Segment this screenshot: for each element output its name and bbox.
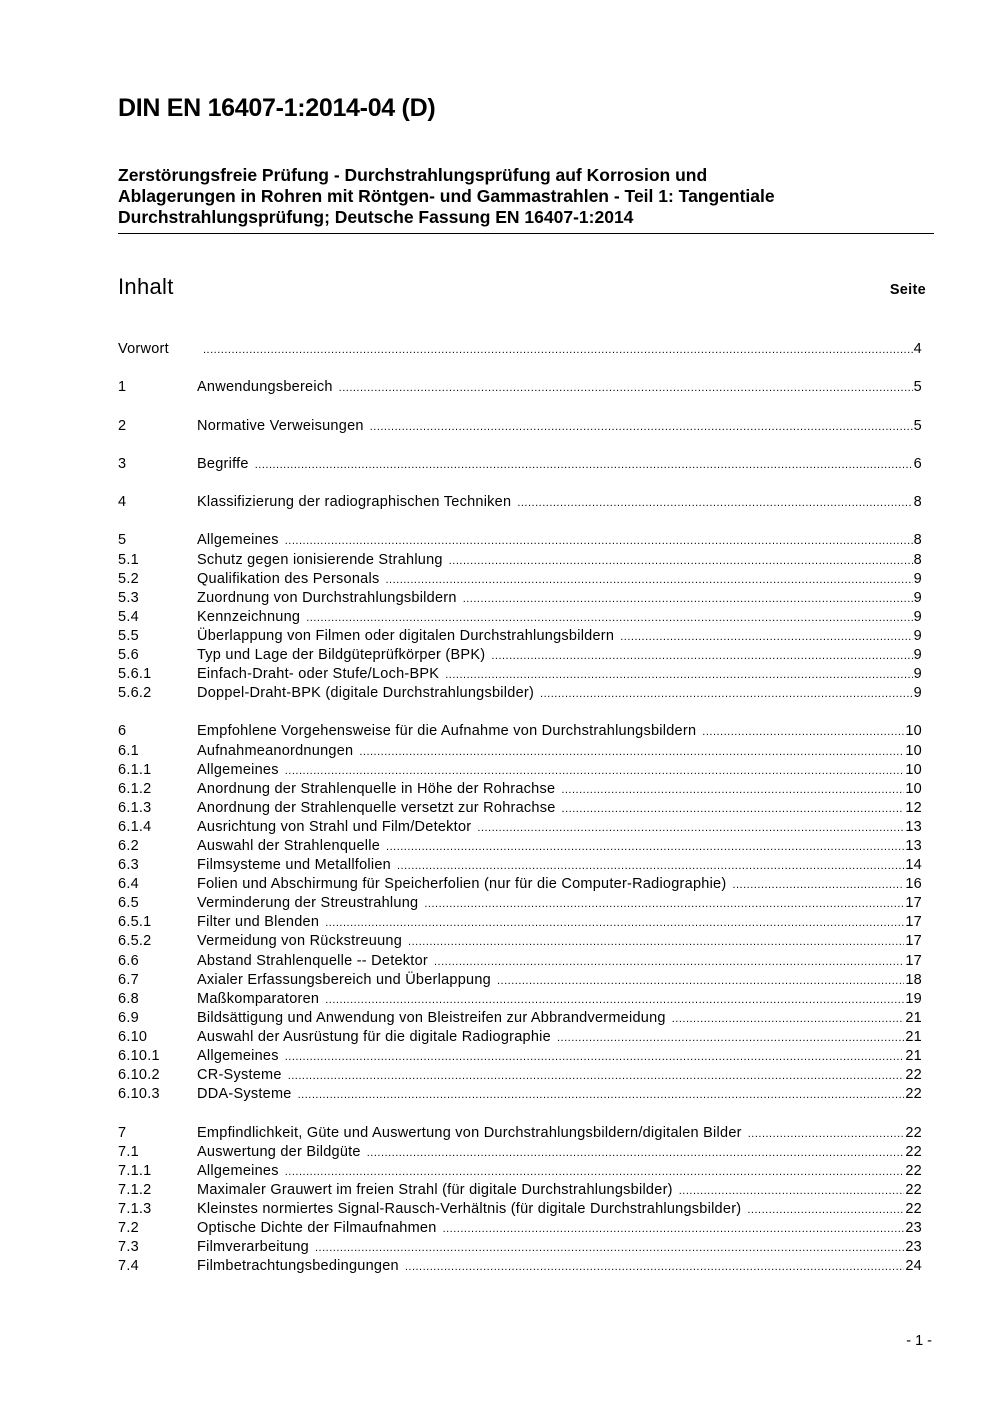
toc-entry-page: 22: [905, 1143, 922, 1160]
toc-entry[interactable]: [118, 952, 922, 971]
toc-entry[interactable]: [118, 742, 922, 761]
toc-entry-page: 22: [905, 1067, 922, 1084]
toc-entry-page: 5: [913, 417, 922, 434]
toc-dot-leader: [339, 379, 913, 398]
toc-entry-page: 9: [913, 685, 922, 702]
toc-group: [118, 722, 922, 1104]
toc-entry[interactable]: [118, 875, 922, 894]
toc-entry-page: 17: [905, 895, 922, 912]
toc-entry-number: 7.1.2: [118, 1181, 152, 1198]
toc-entry[interactable]: [118, 780, 922, 799]
toc-entry-title: CR-Systeme: [197, 1067, 282, 1084]
toc-group: [118, 378, 922, 397]
toc-entry-page: 16: [905, 876, 922, 893]
toc-entry-number: 6.1.3: [118, 799, 152, 816]
toc-group: [118, 340, 922, 359]
toc-dot-leader: [491, 647, 912, 666]
toc-entry-title: Filmsysteme und Metallfolien: [197, 857, 391, 874]
toc-entry-title: Auswahl der Strahlenquelle: [197, 838, 381, 854]
toc-dot-leader: [298, 1086, 905, 1105]
toc-entry-number: 6.5.1: [118, 914, 152, 931]
toc-entry[interactable]: [118, 665, 922, 684]
toc-entry-number: 5.6.1: [118, 666, 152, 683]
toc-entry-number: 5.5: [118, 627, 139, 644]
toc-dot-leader: [672, 1010, 905, 1029]
page-number: - 1 -: [906, 1333, 932, 1349]
toc-entry-number: 7.1.3: [118, 1200, 152, 1217]
toc-entry-title: Maximaler Grauwert im freien Strahl (für digitale Durchstrahlungsbilder): [197, 1181, 673, 1198]
toc-dot-leader: [408, 933, 904, 952]
toc-entry-title: Maßkomparatoren: [197, 990, 320, 1007]
toc-entry[interactable]: [118, 1181, 922, 1200]
toc-entry-page: 24: [905, 1258, 922, 1275]
toc-dot-leader: [367, 1144, 905, 1163]
toc-entry-page: 5: [913, 379, 922, 396]
toc-entry[interactable]: [118, 1143, 922, 1162]
toc-entry-number: 5.4: [118, 608, 139, 625]
toc-entry-page: 23: [905, 1239, 922, 1256]
toc-entry[interactable]: [118, 971, 922, 990]
toc-entry-page: 22: [905, 1200, 922, 1217]
toc-entry-title: Allgemeines: [197, 1048, 279, 1065]
toc-dot-leader: [443, 1220, 905, 1239]
toc-dot-leader: [445, 666, 912, 685]
toc-dot-leader: [315, 1239, 904, 1258]
toc-dot-leader: [325, 914, 904, 933]
toc-entry-title: Kennzeichnung: [197, 608, 301, 625]
toc-entry-number: 5.3: [118, 589, 139, 606]
toc-entry-number: 6.6: [118, 952, 139, 969]
toc-dot-leader: [203, 341, 913, 360]
toc-entry-page: 22: [905, 1124, 922, 1141]
toc-entry-title: Allgemeines: [197, 532, 279, 549]
toc-entry-title: Allgemeines: [197, 1162, 279, 1179]
toc-dot-leader: [370, 418, 913, 437]
toc-entry-number: 6.10.2: [118, 1067, 160, 1084]
toc-entry[interactable]: [118, 761, 922, 780]
toc-entry[interactable]: [118, 1009, 922, 1028]
toc-entry-page: 13: [905, 818, 922, 835]
toc-entry-page: 6: [913, 455, 922, 472]
toc-entry[interactable]: [118, 990, 922, 1009]
toc-entry-title: Empfindlichkeit, Güte und Auswertung von Durchstrahlungsbildern/digitalen Bilder: [197, 1124, 742, 1141]
table-of-contents: [118, 340, 922, 1295]
toc-entry[interactable]: [118, 856, 922, 875]
toc-dot-leader: [386, 838, 904, 857]
toc-dot-leader: [747, 1201, 904, 1220]
toc-entry-title: Auswahl der Ausrüstung für die digitale Radiographie: [197, 1028, 551, 1045]
toc-dot-leader: [620, 628, 912, 647]
toc-entry-title: Filter und Blenden: [197, 914, 320, 931]
toc-entry-title: Abstand Strahlenquelle -- Detektor: [197, 952, 428, 969]
toc-dot-leader: [449, 552, 913, 571]
toc-entry-number: 4: [118, 494, 127, 511]
toc-entry[interactable]: [118, 570, 922, 589]
toc-entry[interactable]: [118, 646, 922, 665]
toc-entry[interactable]: [118, 589, 922, 608]
toc-entry[interactable]: [118, 627, 922, 646]
toc-entry-page: 10: [905, 723, 922, 740]
subtitle-line: Zerstörungsfreie Prüfung - Durchstrahlungsprüfung auf Korrosion und: [118, 165, 708, 185]
toc-entry-title: Empfohlene Vorgehensweise für die Aufnahme von Durchstrahlungsbildern: [197, 723, 697, 740]
toc-entry-page: 17: [905, 914, 922, 931]
toc-entry-title: Kleinstes normiertes Signal-Rausch-Verhältnis (für digitale Durchstrahlungsbilder): [197, 1200, 742, 1217]
toc-entry-number: 5.2: [118, 570, 139, 587]
toc-entry-page: 21: [905, 1009, 922, 1026]
toc-entry-page: 21: [905, 1048, 922, 1065]
toc-dot-leader: [359, 743, 904, 762]
toc-entry-page: 9: [913, 570, 922, 587]
toc-entry-title: Anordnung der Strahlenquelle in Höhe der Rohrachse: [197, 780, 556, 797]
toc-entry-number: 7: [118, 1124, 127, 1141]
toc-dot-leader: [285, 1163, 905, 1182]
toc-entry-title: Anwendungsbereich: [197, 379, 333, 396]
toc-entry-number: 5.6.2: [118, 685, 152, 702]
toc-entry[interactable]: [118, 455, 922, 474]
toc-entry-page: 22: [905, 1086, 922, 1103]
toc-entry-title: Normative Verweisungen: [197, 417, 364, 434]
toc-dot-leader: [306, 609, 912, 628]
toc-entry-title: Verminderung der Streustrahlung: [197, 895, 419, 912]
toc-entry-page: 21: [905, 1028, 922, 1045]
toc-entry-page: 9: [913, 627, 922, 644]
toc-entry-number: 6.2: [118, 838, 139, 854]
toc-entry[interactable]: [118, 1124, 922, 1143]
toc-entry-page: 8: [913, 551, 922, 568]
toc-entry[interactable]: [118, 1219, 922, 1238]
page-column-label: Seite: [889, 282, 926, 298]
toc-group: [118, 531, 922, 703]
toc-entry-number: 6.10.3: [118, 1086, 160, 1103]
toc-entry-title: Allgemeines: [197, 761, 279, 778]
toc-entry-page: 22: [905, 1181, 922, 1198]
toc-entry-number: 7.4: [118, 1258, 139, 1275]
toc-entry-title: Anordnung der Strahlenquelle versetzt zur Rohrachse: [197, 799, 556, 816]
toc-entry-page: 9: [913, 589, 922, 606]
toc-entry-title: Überlappung von Filmen oder digitalen Durchstrahlungsbildern: [197, 627, 615, 644]
toc-entry-page: 8: [913, 494, 922, 511]
toc-entry-title: Filmverarbeitung: [197, 1239, 309, 1256]
toc-entry-number: 2: [118, 417, 127, 434]
toc-entry[interactable]: [118, 799, 922, 818]
toc-entry[interactable]: [118, 913, 922, 932]
toc-entry-number: 5.1: [118, 551, 139, 568]
toc-dot-leader: [477, 819, 904, 838]
subtitle-line: Ablagerungen in Rohren mit Röntgen- und Gammastrahlen - Teil 1: Tangentiale: [118, 186, 775, 206]
title-divider: [118, 233, 934, 234]
toc-entry[interactable]: [118, 932, 922, 951]
toc-dot-leader: [540, 685, 913, 704]
toc-entry-title: Optische Dichte der Filmaufnahmen: [197, 1219, 437, 1236]
toc-dot-leader: [748, 1125, 905, 1144]
toc-entry[interactable]: [118, 894, 922, 913]
toc-dot-leader: [385, 571, 912, 590]
toc-entry-title: Begriffe: [197, 455, 249, 472]
toc-entry-title: Typ und Lage der Bildgüteprüfkörper (BPK): [197, 646, 486, 663]
toc-dot-leader: [285, 532, 913, 551]
toc-entry[interactable]: [118, 1066, 922, 1085]
toc-dot-leader: [561, 781, 904, 800]
toc-entry[interactable]: [118, 818, 922, 837]
toc-entry-number: Vorwort: [118, 341, 169, 357]
toc-group: [118, 417, 922, 436]
toc-entry-page: 14: [905, 857, 922, 874]
toc-entry-page: 23: [905, 1219, 922, 1236]
toc-entry-page: 4: [913, 341, 922, 357]
toc-dot-leader: [325, 991, 904, 1010]
toc-entry-title: Doppel-Draht-BPK (digitale Durchstrahlungsbilder): [197, 685, 535, 702]
toc-entry-number: 6.10.1: [118, 1048, 160, 1065]
toc-entry-number: 6.1.4: [118, 818, 152, 835]
toc-entry[interactable]: [118, 551, 922, 570]
toc-entry-page: 13: [905, 838, 922, 854]
document-subtitle: [118, 165, 933, 228]
toc-entry-number: 6.3: [118, 857, 139, 874]
toc-entry-number: 7.1: [118, 1143, 139, 1160]
toc-entry[interactable]: [118, 1085, 922, 1104]
toc-entry-number: 6.5: [118, 895, 139, 912]
toc-entry-number: 7.2: [118, 1219, 139, 1236]
toc-entry-title: Vermeidung von Rückstreuung: [197, 933, 403, 950]
subtitle-line: Durchstrahlungsprüfung; Deutsche Fassung EN 16407-1:2014: [118, 207, 634, 227]
toc-entry-page: 17: [905, 952, 922, 969]
toc-entry-page: 19: [905, 990, 922, 1007]
toc-entry-number: 6.5.2: [118, 933, 152, 950]
toc-entry-number: 7.3: [118, 1239, 139, 1256]
toc-entry-page: 10: [905, 761, 922, 778]
toc-entry-title: Folien und Abschirmung für Speicherfolien (nur für die Computer-Radiographie): [197, 876, 727, 893]
toc-entry-number: 5: [118, 532, 127, 549]
toc-dot-leader: [702, 723, 904, 742]
toc-entry-number: 6.9: [118, 1009, 139, 1026]
toc-entry[interactable]: [118, 417, 922, 436]
toc-dot-leader: [288, 1067, 905, 1086]
toc-entry[interactable]: [118, 608, 922, 627]
toc-dot-leader: [679, 1182, 905, 1201]
toc-entry-page: 8: [913, 532, 922, 549]
toc-entry[interactable]: [118, 493, 922, 512]
toc-entry-title: Aufnahmeanordnungen: [197, 742, 354, 759]
toc-entry[interactable]: [118, 531, 922, 550]
toc-entry-title: Qualifikation des Personals: [197, 570, 380, 587]
toc-entry-number: 1: [118, 379, 127, 396]
toc-entry-title: Auswertung der Bildgüte: [197, 1143, 361, 1160]
toc-dot-leader: [285, 762, 905, 781]
toc-entry-number: 6: [118, 723, 127, 740]
toc-dot-leader: [562, 800, 905, 819]
toc-entry[interactable]: [118, 1028, 922, 1047]
toc-dot-leader: [517, 494, 912, 513]
toc-entry-title: Axialer Erfassungsbereich und Überlappung: [197, 971, 491, 988]
toc-entry-number: 6.1: [118, 742, 139, 759]
toc-entry-number: 7.1.1: [118, 1162, 152, 1179]
toc-entry[interactable]: [118, 684, 922, 703]
toc-entry-title: Ausrichtung von Strahl und Film/Detektor: [197, 818, 472, 835]
toc-entry-title: Klassifizierung der radiographischen Techniken: [197, 494, 512, 511]
toc-entry-number: 6.1.1: [118, 761, 152, 778]
document-title: DIN EN 16407-1:2014-04 (D): [118, 94, 436, 122]
toc-dot-leader: [285, 1048, 905, 1067]
toc-dot-leader: [255, 456, 913, 475]
toc-entry-page: 10: [905, 780, 922, 797]
toc-entry-title: Filmbetrachtungsbedingungen: [197, 1258, 399, 1275]
toc-entry[interactable]: [118, 1238, 922, 1257]
toc-dot-leader: [397, 857, 904, 876]
toc-entry[interactable]: [118, 1257, 922, 1276]
toc-dot-leader: [434, 953, 904, 972]
toc-entry[interactable]: [118, 1162, 922, 1181]
toc-heading: Inhalt: [118, 274, 174, 299]
toc-entry-page: 17: [905, 933, 922, 950]
toc-entry-page: 9: [913, 666, 922, 683]
toc-dot-leader: [463, 590, 913, 609]
toc-dot-leader: [405, 1258, 905, 1277]
toc-dot-leader: [732, 876, 904, 895]
toc-entry-number: 5.6: [118, 646, 139, 663]
toc-entry-number: 6.4: [118, 876, 139, 893]
toc-entry[interactable]: [118, 1047, 922, 1066]
toc-group: [118, 1124, 922, 1277]
toc-entry-page: 12: [905, 799, 922, 816]
toc-dot-leader: [557, 1029, 904, 1048]
toc-entry-page: 10: [905, 742, 922, 759]
toc-entry-number: 3: [118, 455, 127, 472]
toc-entry-page: 18: [905, 971, 922, 988]
toc-entry[interactable]: [118, 378, 922, 397]
toc-dot-leader: [424, 895, 904, 914]
toc-entry[interactable]: [118, 340, 922, 359]
toc-entry-page: 22: [905, 1162, 922, 1179]
toc-entry-number: 6.8: [118, 990, 139, 1007]
toc-entry-title: Zuordnung von Durchstrahlungsbildern: [197, 589, 457, 606]
toc-entry-title: DDA-Systeme: [197, 1086, 292, 1103]
toc-entry-title: Bildsättigung und Anwendung von Bleistreifen zur Abbrandvermeidung: [197, 1009, 666, 1026]
toc-group: [118, 493, 922, 512]
toc-dot-leader: [497, 972, 904, 991]
toc-entry-number: 6.1.2: [118, 780, 152, 797]
toc-entry[interactable]: [118, 1200, 922, 1219]
toc-entry-number: 6.10: [118, 1028, 148, 1045]
toc-entry-page: 9: [913, 608, 922, 625]
toc-entry-title: Schutz gegen ionisierende Strahlung: [197, 551, 443, 568]
toc-entry-number: 6.7: [118, 971, 139, 988]
toc-entry-page: 9: [913, 646, 922, 663]
toc-entry[interactable]: [118, 837, 922, 856]
toc-entry[interactable]: [118, 722, 922, 741]
toc-group: [118, 455, 922, 474]
toc-entry-title: Einfach-Draht- oder Stufe/Loch-BPK: [197, 666, 440, 683]
